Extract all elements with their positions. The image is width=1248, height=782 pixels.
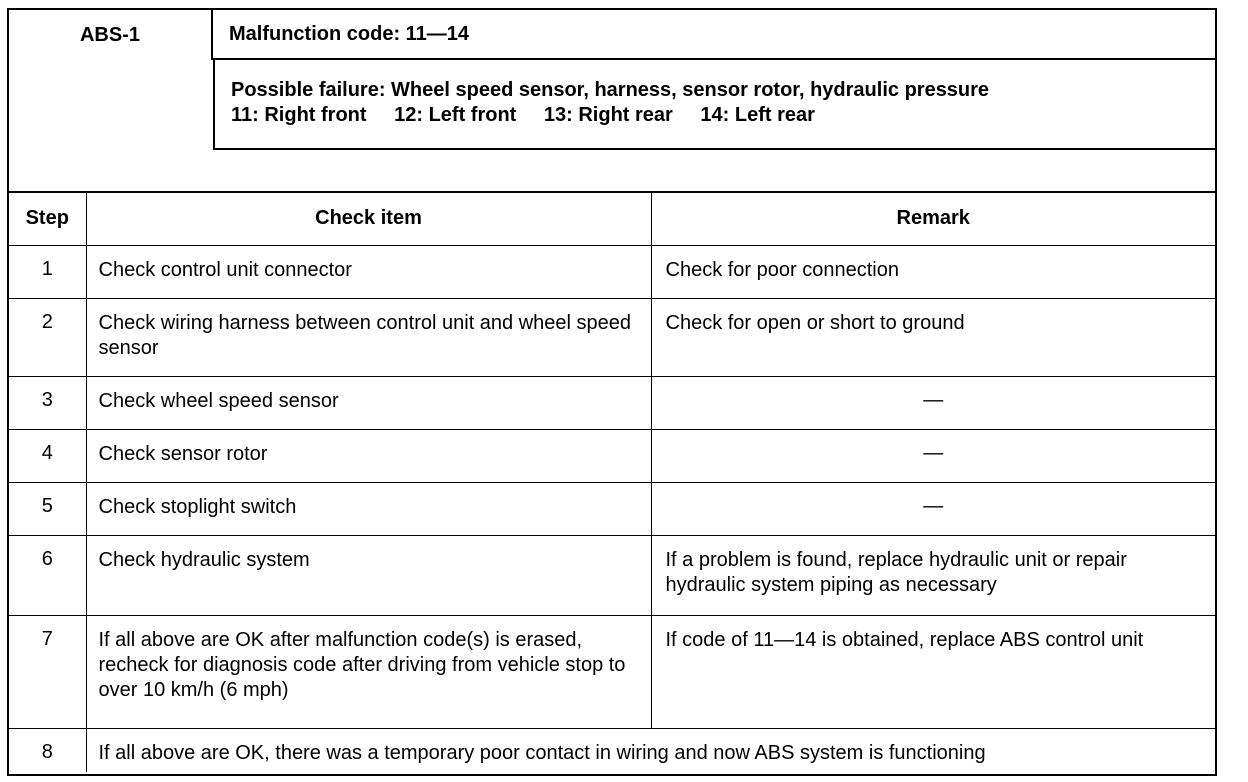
table-row: [9, 615, 1215, 728]
check-item: Check stoplight switch: [86, 482, 651, 535]
code-list: [231, 103, 1215, 128]
step-number: 3: [9, 376, 86, 429]
column-header-remark: Remark: [651, 193, 1215, 245]
table-row: [9, 535, 1215, 615]
table-row: [9, 728, 1215, 772]
possible-failure-text: Possible failure: Wheel speed sensor, harness, sensor rotor, hydraulic pressure: [231, 79, 990, 101]
column-header-step: Step: [9, 193, 86, 245]
check-item: Check wiring harness between control unit and wheel speed sensor: [86, 298, 651, 376]
remark: If a problem is found, replace hydraulic unit or repair hydraulic system piping as necessary: [651, 535, 1215, 615]
possible-failure-cell: [213, 60, 1215, 150]
table-row: [9, 429, 1215, 482]
check-item: Check control unit connector: [86, 245, 651, 298]
remark: —: [651, 482, 1215, 535]
check-item: If all above are OK, there was a temporary poor contact in wiring and now ABS system is functioning: [86, 728, 1215, 772]
remark: Check for poor connection: [651, 245, 1215, 298]
code-item: 11: Right front: [231, 104, 367, 126]
step-number: 1: [9, 245, 86, 298]
remark: If code of 11—14 is obtained, replace ABS control unit: [651, 615, 1215, 728]
remark: Check for open or short to ground: [651, 298, 1215, 376]
table-row: [9, 298, 1215, 376]
code-item: 13: Right rear: [543, 104, 673, 126]
column-header-check-item: Check item: [86, 193, 651, 245]
check-item: Check hydraulic system: [86, 535, 651, 615]
remark: —: [651, 376, 1215, 429]
check-item: If all above are OK after malfunction code(s) is erased, recheck for diagnosis code after driving from vehicle stop to over 10 km/h (6 mph): [86, 615, 651, 728]
diagnosis-table-frame: [7, 8, 1217, 776]
code-item: 14: Left rear: [700, 104, 815, 126]
code-item: 12: Left front: [394, 104, 517, 126]
step-number: 7: [9, 615, 86, 728]
table-row: [9, 245, 1215, 298]
step-number: 8: [9, 728, 86, 772]
step-number: 4: [9, 429, 86, 482]
table-row: [9, 482, 1215, 535]
step-number: 5: [9, 482, 86, 535]
malfunction-code-cell: Malfunction code: 11—14: [213, 10, 1215, 60]
table-header-row: [9, 193, 1215, 245]
steps-table: [9, 193, 1215, 772]
doc-id-cell: ABS-1: [9, 10, 213, 60]
check-item: Check sensor rotor: [86, 429, 651, 482]
table-row: [9, 376, 1215, 429]
remark: —: [651, 429, 1215, 482]
check-item: Check wheel speed sensor: [86, 376, 651, 429]
step-number: 2: [9, 298, 86, 376]
step-number: 6: [9, 535, 86, 615]
